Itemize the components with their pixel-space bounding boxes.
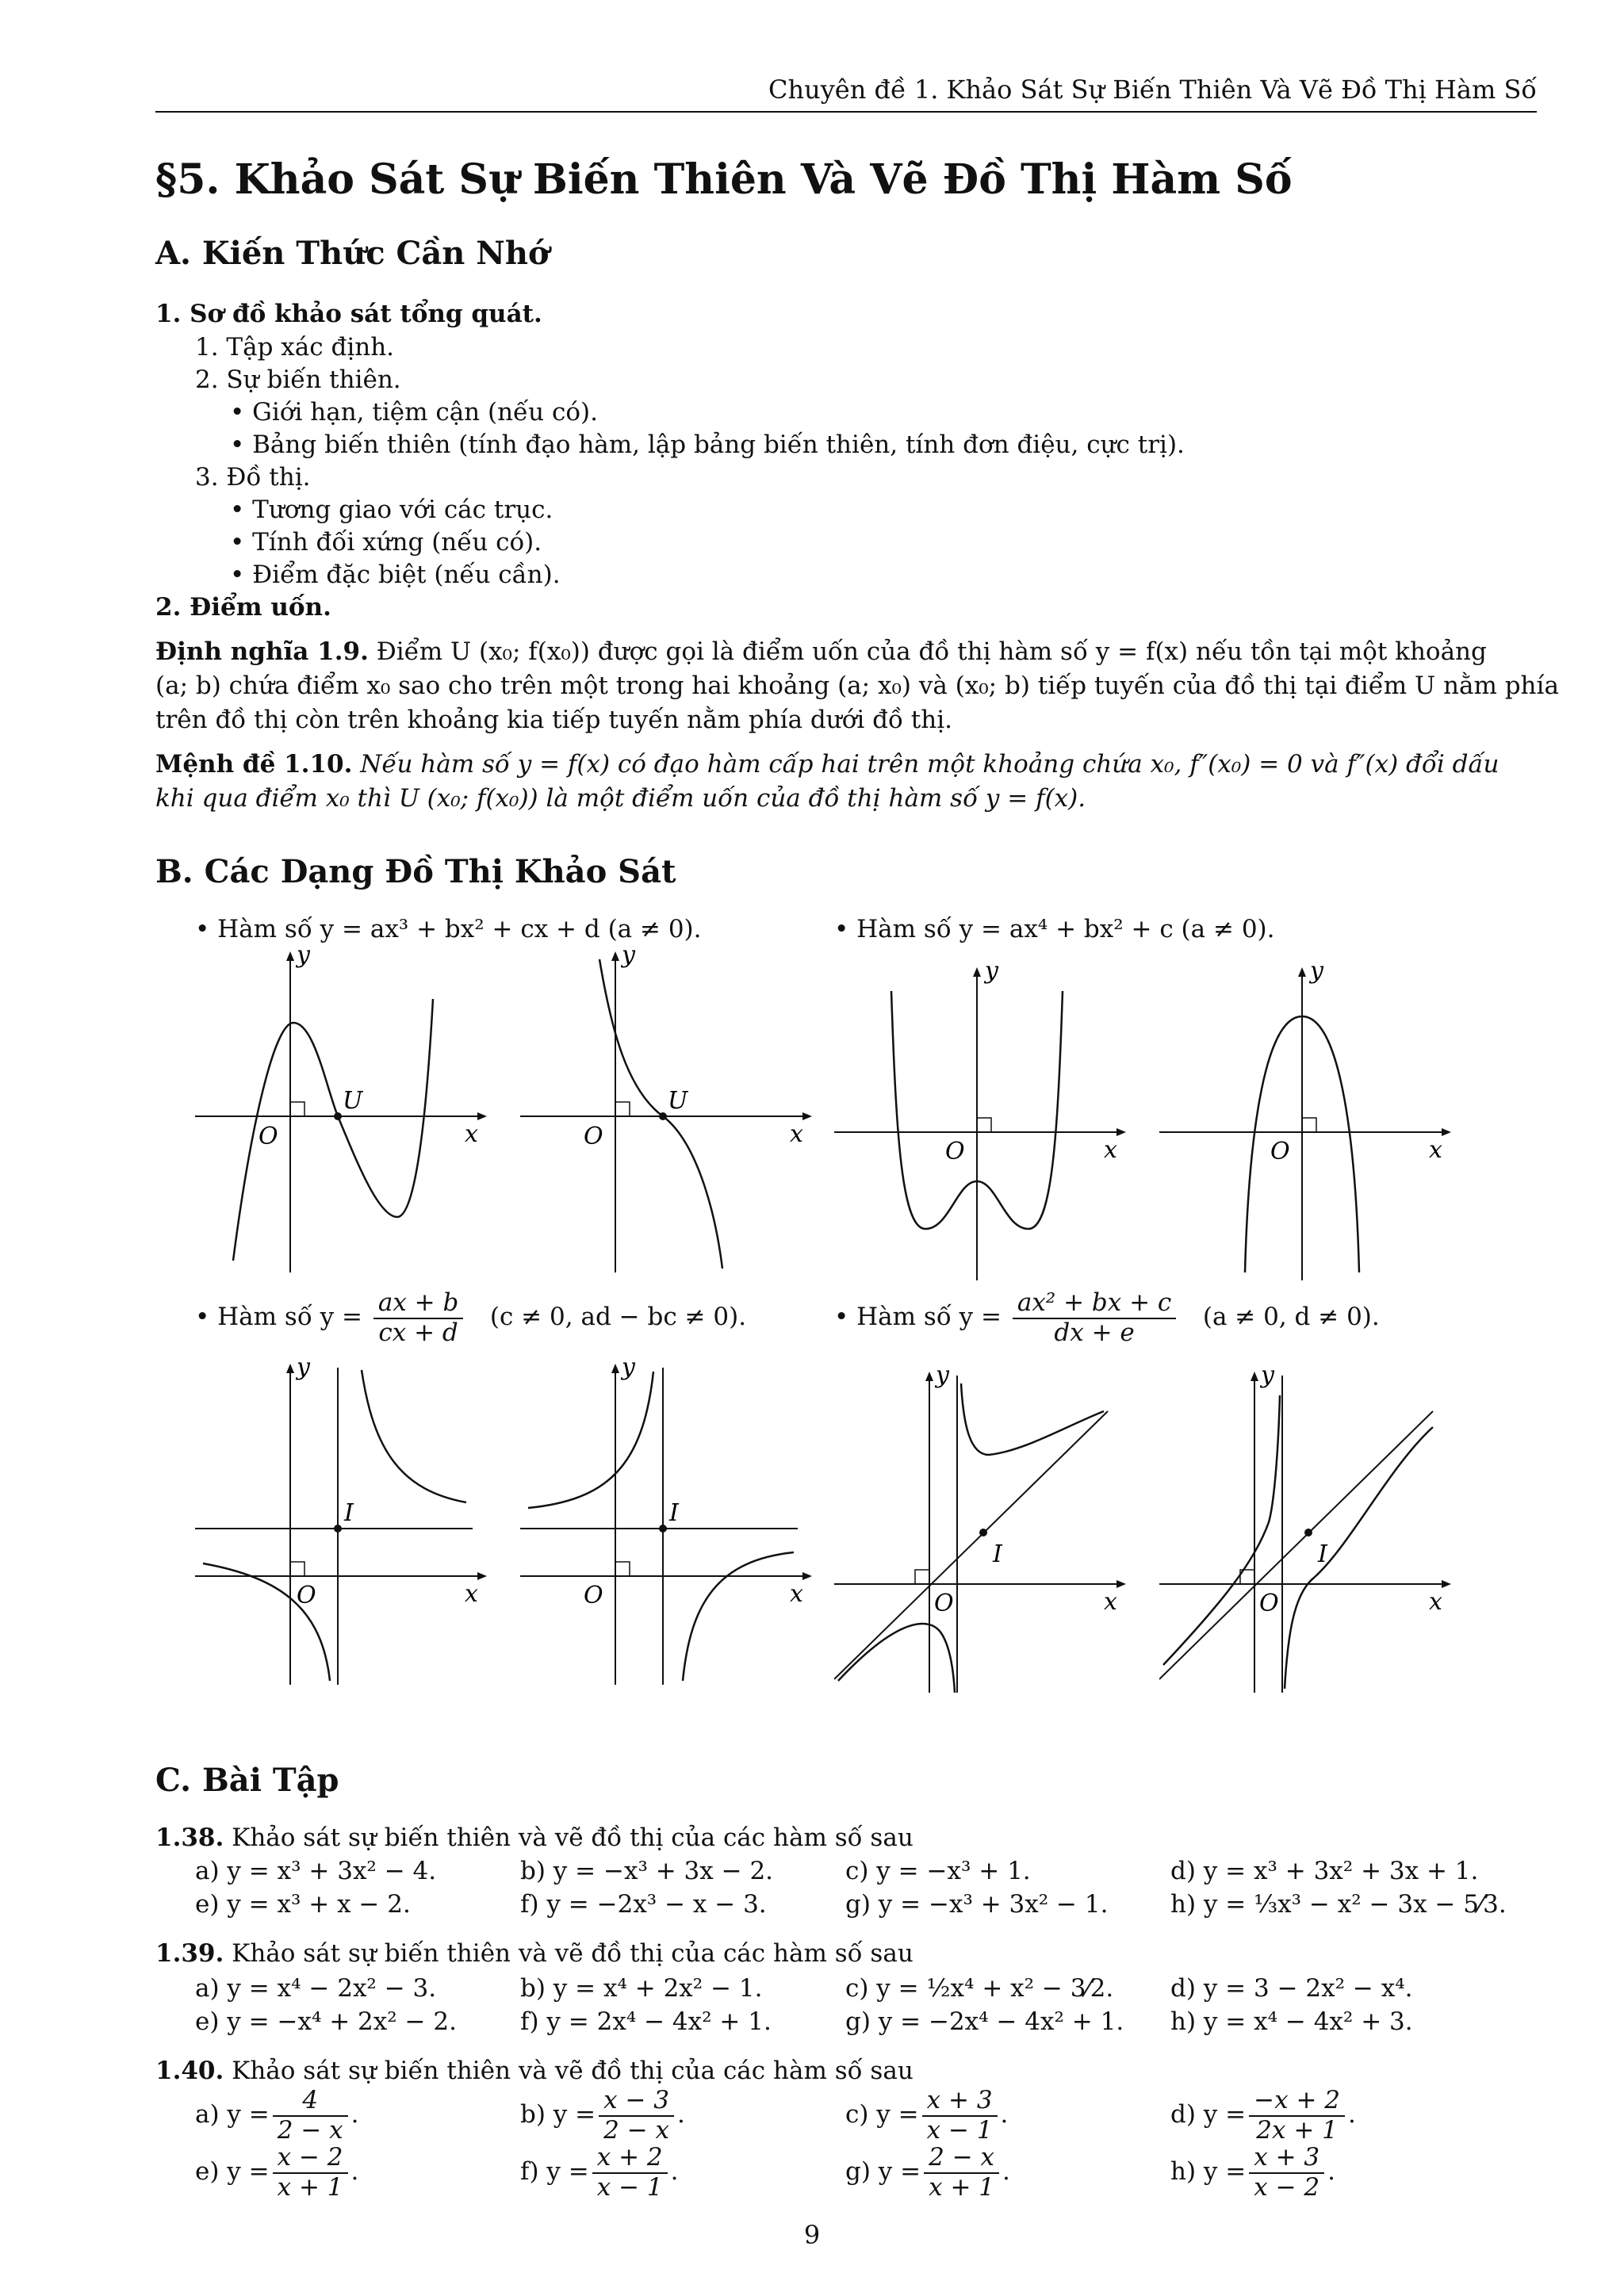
label-i: I: [993, 1540, 1002, 1568]
label-x: x: [1429, 1136, 1442, 1164]
ex139-d: d) y = 3 − 2x² − x⁴.: [1170, 1974, 1413, 2003]
rational-caption: • Hàm số y = $\frac{\text{ax² + bx + c}}{dx + e}$ (a ≠ 0, d ≠ 0).: [834, 1288, 1380, 1347]
label-x: x: [465, 1580, 478, 1608]
graph-cubic-positive: [195, 943, 496, 1276]
ex138-e: e) y = x³ + x − 2.: [195, 1890, 411, 1919]
running-header: Chuyên đề 1. Khảo Sát Sự Biến Thiên Và Vẽ Đồ Thị Hàm Số: [768, 75, 1537, 105]
ex138-g: g) y = −x³ + 3x² − 1.: [845, 1890, 1109, 1919]
ex140-e: e) y = $\frac{x - 2}{x + 1}$ .: [195, 2143, 359, 2202]
graph-homographic-decreasing: [195, 1356, 496, 1689]
proposition-line-2: khi qua điểm x₀ thì U (x₀; f(x₀)) là một điểm uốn của đồ thị hàm số y = f(x).: [155, 784, 1086, 813]
ex139-a: a) y = x⁴ − 2x² − 3.: [195, 1974, 437, 2003]
part-b-heading: B. Các Dạng Đồ Thị Khảo Sát: [155, 853, 676, 890]
step-3: 3. Đồ thị.: [195, 463, 311, 492]
ex138-h: h) y = ⅓x³ − x² − 3x − 5⁄3.: [1170, 1890, 1507, 1919]
label-u: U: [343, 1087, 363, 1115]
ex139-g: g) y = −2x⁴ − 4x² + 1.: [845, 2007, 1124, 2036]
exercise-140-title: 1.40. Khảo sát sự biến thiên và vẽ đồ thị của các hàm số sau: [155, 2057, 914, 2085]
ex139-f: f) y = 2x⁴ − 4x² + 1.: [520, 2007, 772, 2036]
part-a-sub2: 2. Điểm uốn.: [155, 593, 331, 622]
graph-quartic-negative: [1159, 959, 1461, 1284]
exercise-138-title: 1.38. Khảo sát sự biến thiên và vẽ đồ thị của các hàm số sau: [155, 1823, 914, 1852]
step-1: 1. Tập xác định.: [195, 333, 395, 362]
step-3-bullet-1: • Tương giao với các trục.: [230, 496, 553, 524]
label-i: I: [1318, 1540, 1327, 1568]
step-2-bullet-1: • Giới hạn, tiệm cận (nếu có).: [230, 398, 598, 427]
label-y: y: [297, 1356, 310, 1381]
ex140-b: b) y = $\frac{x - 3}{2 - x}$ .: [520, 2086, 685, 2145]
quartic-caption: • Hàm số y = ax⁴ + bx² + c (a ≠ 0).: [834, 915, 1275, 943]
ex139-c: c) y = ½x⁴ + x² − 3⁄2.: [845, 1974, 1114, 2003]
graph-rational-1: [834, 1364, 1136, 1697]
label-o: O: [934, 1590, 954, 1617]
graph-homographic-increasing: [520, 1356, 822, 1689]
header-rule: [155, 111, 1537, 113]
graph-quartic-positive: [834, 959, 1136, 1284]
label-y: y: [297, 943, 310, 969]
ex138-d: d) y = x³ + 3x² + 3x + 1.: [1170, 1857, 1479, 1885]
label-o: O: [259, 1123, 278, 1150]
part-a-sub1: 1. Sơ đồ khảo sát tổng quát.: [155, 300, 542, 328]
ex140-a: a) y = $\frac{4}{2 - x}$ .: [195, 2086, 359, 2145]
label-y: y: [622, 1356, 635, 1381]
label-o: O: [297, 1582, 316, 1609]
page-number: 9: [803, 2220, 821, 2250]
label-o: O: [584, 1123, 603, 1150]
definition-line-2: (a; b) chứa điểm x₀ sao cho trên một trong hai khoảng (a; x₀) và (x₀; b) tiếp tuyến của đồ thị tại điểm U nằm phía: [155, 672, 1559, 700]
step-2: 2. Sự biến thiên.: [195, 365, 401, 394]
label-x: x: [1104, 1136, 1117, 1164]
rational-fraction: $\frac{\text{ax² + bx + c}}{dx + e}$: [1013, 1289, 1176, 1347]
label-o: O: [584, 1582, 603, 1609]
step-3-bullet-2: • Tính đối xứng (nếu có).: [230, 528, 542, 557]
homographic-caption: • Hàm số y = $\frac{ax + b}{cx + d}$ (c ≠ 0, ad − bc ≠ 0).: [195, 1288, 747, 1347]
part-a-heading: A. Kiến Thức Cần Nhớ: [155, 235, 550, 272]
label-o: O: [945, 1138, 965, 1165]
label-x: x: [1429, 1588, 1442, 1616]
ex139-b: b) y = x⁴ + 2x² − 1.: [520, 1974, 763, 2003]
definition-line-1: Định nghĩa 1.9. Điểm U (x₀; f(x₀)) được gọi là điểm uốn của đồ thị hàm số y = f(x) nếu tồn tại một khoảng: [155, 637, 1487, 666]
graph-cubic-negative: [520, 943, 822, 1276]
label-i: I: [344, 1499, 354, 1527]
label-x: x: [1104, 1588, 1117, 1616]
ex138-b: b) y = −x³ + 3x − 2.: [520, 1857, 774, 1885]
label-y: y: [622, 943, 635, 969]
step-2-bullet-2: • Bảng biến thiên (tính đạo hàm, lập bảng biến thiên, tính đơn điệu, cực trị).: [230, 430, 1185, 459]
label-x: x: [790, 1120, 803, 1148]
label-y: y: [985, 959, 998, 985]
label-y: y: [936, 1364, 949, 1389]
graph-rational-2: [1159, 1364, 1461, 1697]
ex140-h: h) y = $\frac{x + 3}{x - 2}$ .: [1170, 2143, 1336, 2202]
homographic-fraction: $\frac{ax + b}{cx + d}$: [373, 1289, 464, 1347]
label-u: U: [668, 1087, 688, 1115]
label-x: x: [790, 1580, 803, 1608]
ex140-c: c) y = $\frac{x + 3}{x - 1}$ .: [845, 2086, 1009, 2145]
ex139-h: h) y = x⁴ − 4x² + 3.: [1170, 2007, 1413, 2036]
label-o: O: [1259, 1590, 1279, 1617]
label-y: y: [1261, 1364, 1274, 1389]
proposition-line-1: Mệnh đề 1.10. Nếu hàm số y = f(x) có đạo hàm cấp hai trên một khoảng chứa x₀, f″(x₀) = 0 và f″(x) đổi dấu: [155, 750, 1500, 779]
part-c-heading: C. Bài Tập: [155, 1762, 339, 1799]
cubic-caption: • Hàm số y = ax³ + bx² + cx + d (a ≠ 0).: [195, 915, 702, 943]
ex140-g: g) y = $\frac{2 - x}{x + 1}$ .: [845, 2143, 1010, 2202]
definition-line-3: trên đồ thị còn trên khoảng kia tiếp tuyến nằm phía dưới đồ thị.: [155, 706, 953, 734]
section-title: §5. Khảo Sát Sự Biến Thiên Và Vẽ Đồ Thị Hàm Số: [155, 155, 1293, 204]
label-y: y: [1310, 959, 1323, 985]
exercise-139-title: 1.39. Khảo sát sự biến thiên và vẽ đồ thị của các hàm số sau: [155, 1939, 914, 1968]
ex138-a: a) y = x³ + 3x² − 4.: [195, 1857, 437, 1885]
ex139-e: e) y = −x⁴ + 2x² − 2.: [195, 2007, 457, 2036]
ex140-f: f) y = $\frac{x + 2}{x - 1}$ .: [520, 2143, 679, 2202]
label-x: x: [465, 1120, 478, 1148]
label-o: O: [1270, 1138, 1290, 1165]
label-i: I: [669, 1499, 679, 1527]
step-3-bullet-3: • Điểm đặc biệt (nếu cần).: [230, 561, 561, 589]
ex140-d: d) y = $\frac{-x + 2}{2x + 1}$ .: [1170, 2086, 1356, 2145]
ex138-c: c) y = −x³ + 1.: [845, 1857, 1031, 1885]
ex138-f: f) y = −2x³ − x − 3.: [520, 1890, 767, 1919]
